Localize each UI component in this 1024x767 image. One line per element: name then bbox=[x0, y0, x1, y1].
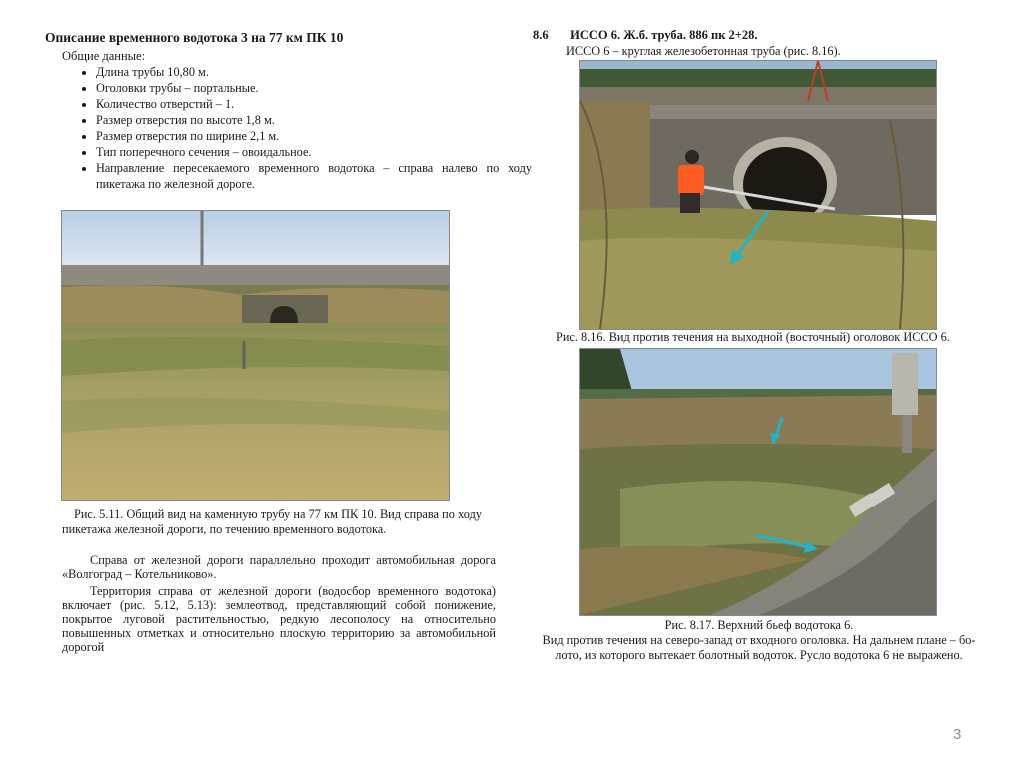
section-subtitle: ИССО 6 – круглая железобетонная труба (рис. 8.16). bbox=[566, 44, 841, 58]
specs-list bbox=[62, 64, 532, 192]
figure-caption-8-17 bbox=[533, 618, 985, 663]
list-item: • Направление пересекаемого временного водотока – справа налево по ходу пикетажа по железной дороге. bbox=[96, 160, 532, 192]
list-item: • Количество отверстий – 1. bbox=[96, 96, 532, 112]
right-section-heading bbox=[533, 28, 758, 43]
figure-caption-5-11: Рис. 5.11. Общий вид на каменную трубу на 77 км ПК 10. Вид справа по ходу пикетажа железной дороги, по течению временного водотока. bbox=[62, 507, 482, 536]
paragraph-road: Справа от железной дороги параллельно проходит автомобильная дорога «Волгоград – Котельниково». bbox=[62, 553, 496, 581]
caption-line: Рис. 8.17. Верхний бьеф водотока 6. bbox=[664, 618, 854, 632]
photo-upstream-pool bbox=[579, 348, 937, 616]
list-item: • Размер отверстия по высоте 1,8 м. bbox=[96, 112, 532, 128]
paragraph-territory: Территория справа от железной дороги (водосбор временного водотока) включает (рис. 5.12, 5.13): землеотвод, представляющий собой понижение, покрытое луговой растительностью, редкую лесополосу на относительно повышенных отметках и относительно плоскую территорию за автомобильной дорогой bbox=[62, 584, 496, 654]
figure-caption-8-16: Рис. 8.16. Вид против течения на выходной (восточный) оголовок ИССО 6. bbox=[556, 330, 950, 344]
photo-pipe-outlet bbox=[579, 60, 937, 330]
list-item: • Размер отверстия по ширине 2,1 м. bbox=[96, 128, 532, 144]
list-item: • Длина трубы 10,80 м. bbox=[96, 64, 532, 80]
page-number: 3 bbox=[953, 726, 962, 743]
general-data-label: Общие данные: bbox=[62, 49, 146, 63]
left-section-title: Описание временного водотока 3 на 77 км ПК 10 bbox=[45, 30, 344, 45]
section-number: 8.6 bbox=[533, 28, 549, 42]
section-title: ИССО 6. Ж.б. труба. 886 пк 2+28. bbox=[570, 28, 758, 42]
caption-line: Вид против течения на северо-запад от входного оголовка. На дальнем плане – бо- bbox=[542, 633, 976, 647]
caption-line: лото, из которого вытекает болотный водоток. Русло водотока 6 не выражено. bbox=[555, 648, 963, 662]
list-item: • Оголовки трубы – портальные. bbox=[96, 80, 532, 96]
list-item: • Тип поперечного сечения – овоидальное. bbox=[96, 144, 532, 160]
photo-stone-culvert bbox=[61, 210, 450, 501]
